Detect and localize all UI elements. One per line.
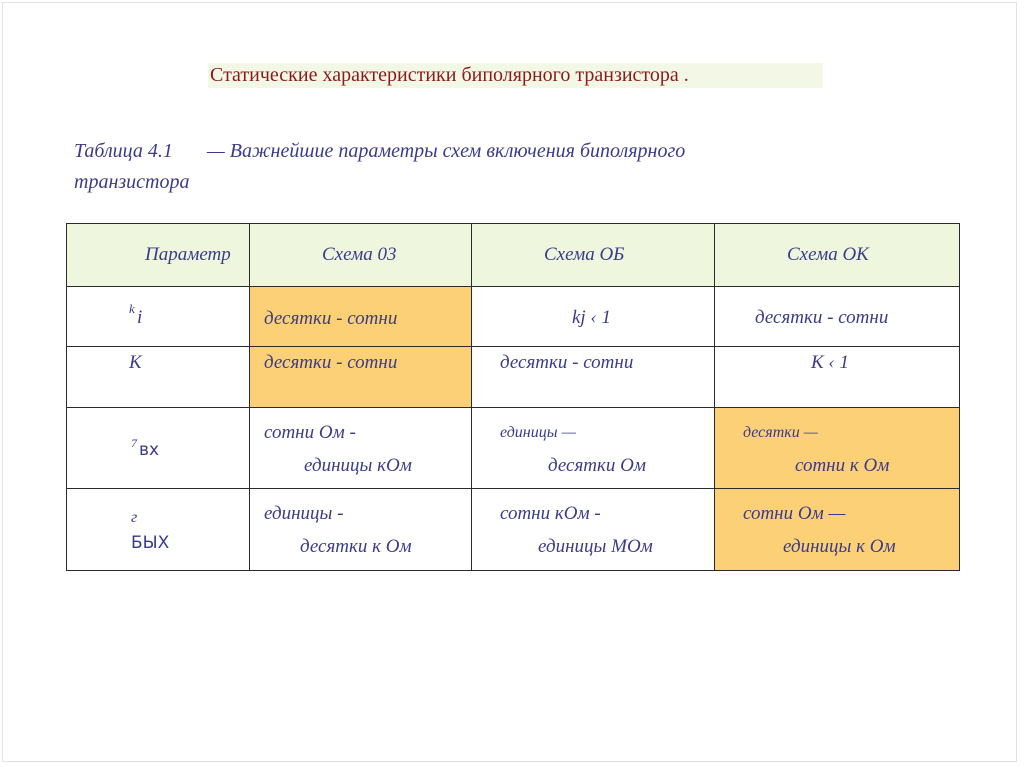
param-rvx-superscript: 7	[131, 436, 137, 450]
value-text-line2: десятки Ом	[548, 455, 646, 476]
value-cell	[250, 287, 472, 347]
value-text: десятки - сотни	[755, 307, 889, 328]
header-parameter-label: Параметр	[145, 244, 231, 265]
value-cell	[472, 489, 715, 571]
value-text: десятки - сотни	[264, 308, 398, 329]
table-row	[67, 287, 960, 347]
value-cell	[715, 408, 960, 489]
table-caption	[74, 136, 794, 198]
table-header-row	[67, 224, 960, 287]
param-cell-k	[67, 347, 250, 408]
value-cell	[715, 347, 960, 408]
param-ki-superscript: k	[129, 301, 135, 316]
slide-title: Статические характеристики биполярного транзистора .	[210, 64, 689, 86]
param-ki-symbol: i	[137, 307, 143, 328]
param-rvx-symbol: вх	[139, 440, 160, 460]
header-cc-label: Схема ОК	[787, 244, 869, 265]
value-text: К ‹ 1	[811, 352, 849, 373]
header-cb-label: Схема ОБ	[544, 244, 625, 265]
value-text-line2: единицы к Ом	[783, 536, 896, 557]
header-cell-ce	[250, 224, 472, 287]
value-text: десятки - сотни	[264, 352, 398, 373]
parameters-table	[66, 223, 960, 571]
param-cell-ki	[67, 287, 250, 347]
value-text: десятки - сотни	[500, 352, 634, 373]
table-number: Таблица 4.1	[74, 140, 173, 162]
value-text-line2: сотни к Ом	[795, 455, 890, 476]
value-text-line1: единицы -	[264, 503, 344, 524]
value-text-line1: сотни Ом -	[264, 422, 356, 443]
param-k-symbol: К	[129, 352, 142, 373]
header-cell-cc	[715, 224, 960, 287]
value-text-line1: десятки —	[743, 424, 818, 441]
value-text-line1: сотни Ом —	[743, 503, 846, 524]
param-rvyx-symbol-bottom: БЫХ	[131, 533, 170, 553]
value-cell	[472, 347, 715, 408]
value-text-line1: единицы —	[500, 424, 576, 441]
header-cell-parameter	[67, 224, 250, 287]
param-cell-rvx	[67, 408, 250, 489]
value-cell	[250, 347, 472, 408]
value-cell	[472, 408, 715, 489]
value-cell	[715, 287, 960, 347]
value-cell	[250, 408, 472, 489]
table-row	[67, 489, 960, 571]
header-cell-cb	[472, 224, 715, 287]
table-row	[67, 347, 960, 408]
header-ce-label: Схема 03	[322, 244, 397, 265]
table-row	[67, 408, 960, 489]
value-cell	[250, 489, 472, 571]
param-rvyx-symbol-top: г	[131, 509, 138, 526]
value-text-line1: сотни кОм -	[500, 503, 601, 524]
value-cell	[472, 287, 715, 347]
value-cell	[715, 489, 960, 571]
caption-text-line1: — Важнейшие параметры схем включения биполярного	[206, 140, 686, 162]
value-text-line2: единицы кОм	[304, 455, 412, 476]
value-text-line2: единицы МОм	[538, 536, 653, 557]
value-text-line2: десятки к Ом	[300, 536, 412, 557]
param-cell-rvyx	[67, 489, 250, 571]
caption-text-line2: транзистора	[74, 171, 190, 193]
value-text: kj ‹ 1	[572, 307, 612, 328]
